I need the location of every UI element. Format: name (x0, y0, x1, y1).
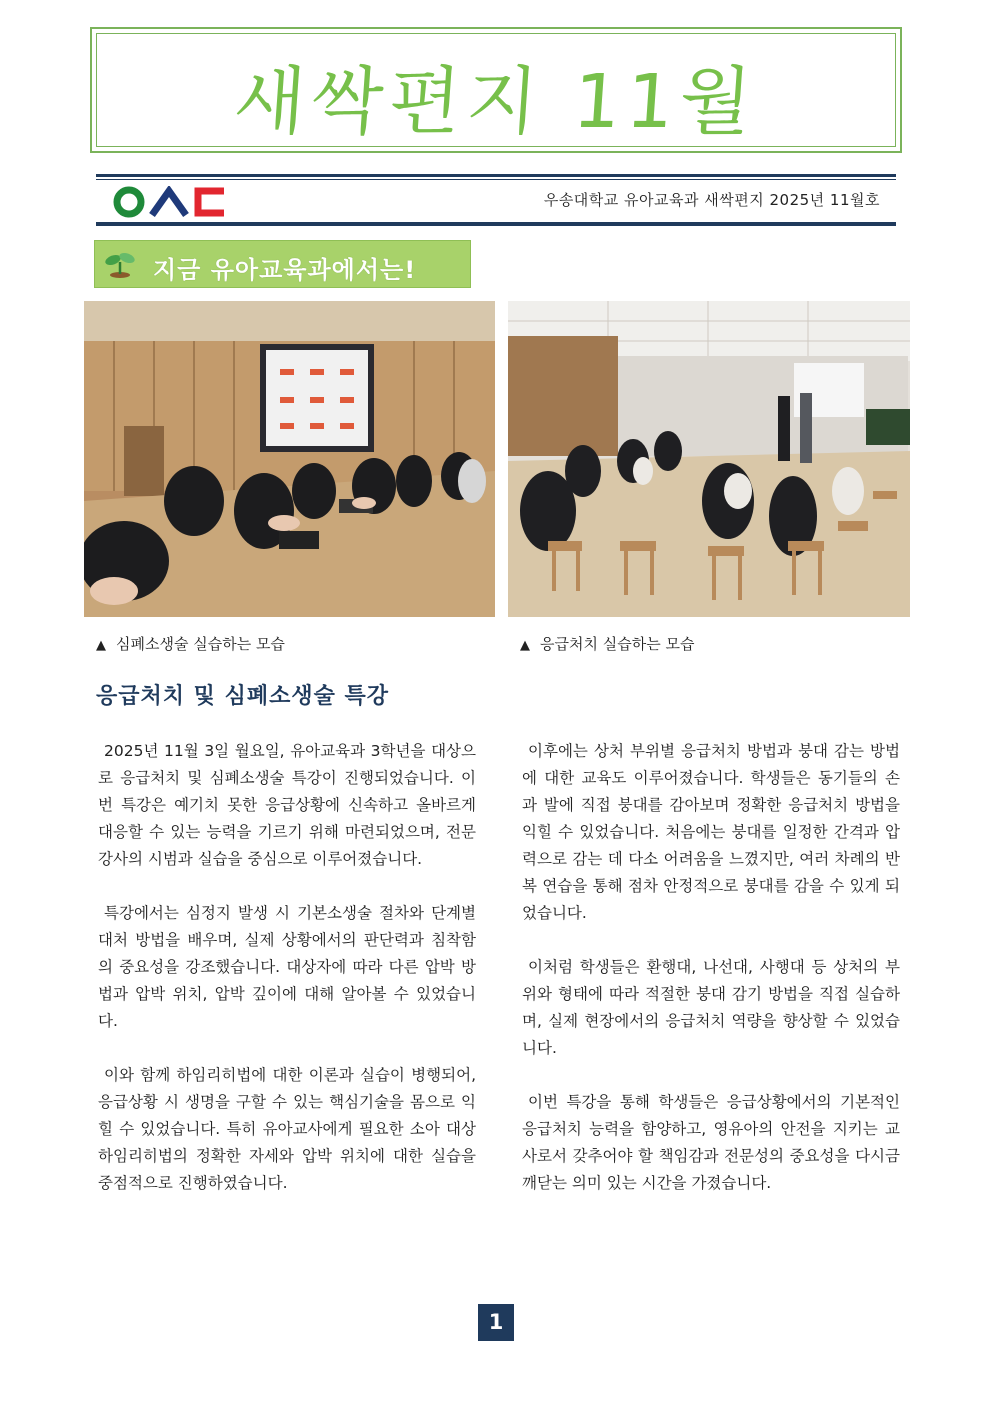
title-frame (90, 27, 902, 153)
article-column-right (522, 738, 900, 1224)
section-banner (94, 240, 471, 288)
article-paragraph: 특강에서는 심정지 발생 시 기본소생술 절차와 단계별 대처 방법을 배우며, 실제 상황에서의 판단력과 침착함의 중요성을 강조했습니다. 대상자에 따라 다른 압박 방법과 압박 위치, 압박 깊이에 대해 알아볼 수 있었습니다. (98, 904, 476, 1030)
article-column-left (98, 738, 476, 1224)
article-paragraph: 이처럼 학생들은 환행대, 나선대, 사행대 등 상처의 부위와 형태에 따라 적절한 붕대 감기 방법을 직접 실습하며, 실제 현장에서의 응급처치 역량을 향상할 수 있었습니다. (522, 958, 900, 1057)
left-caption-text: 심폐소생술 실습하는 모습 (116, 635, 285, 653)
article-paragraph: 이후에는 상처 부위별 응급처치 방법과 붕대 감는 방법에 대한 교육도 이루어졌습니다. 학생들은 동기들의 손과 발에 직접 붕대를 감아보며 정확한 응급처치 방법을 익힐 수 있었습니다. 처음에는 붕대를 일정한 간격과 압력으로 감는 데 다소 어려움을 느꼈지만, 여러 차례의 반복 연습을 통해 점차 안정적으로 붕대를 감을 수 있게 되었습니다. (522, 742, 900, 922)
article-paragraph: 2025년 11월 3일 월요일, 유아교육과 3학년을 대상으로 응급처치 및 심폐소생술 특강이 진행되었습니다. 이번 특강은 예기치 못한 응급상황에 신속하고 올바르게 대응할 수 있는 능력을 기르기 위해 마련되었으며, 전문 강사의 시범과 실습을 중심으로 이루어졌습니다. (98, 742, 476, 868)
cpr-practice-photo (84, 301, 495, 617)
article-paragraph: 이와 함께 하임리히법에 대한 이론과 실습이 병행되어, 응급상황 시 생명을 구할 수 있는 핵심기술을 몸으로 익힐 수 있었습니다. 특히 유아교사에게 필요한 소아 대상 하임리히법의 정확한 자세와 압박 위치에 대한 실습을 중점적으로 진행하였습니다. (98, 1066, 476, 1192)
right-caption-text: 응급처치 실습하는 모습 (540, 635, 695, 653)
university-logo (112, 186, 226, 218)
header-rule-top-thin (96, 179, 896, 180)
banner-title: 지금 유아교육과에서는! (153, 256, 417, 284)
page-number: 1 (478, 1304, 514, 1341)
article-headline: 응급처치 및 심폐소생술 특강 (96, 684, 390, 709)
caption-triangle-icon: ▲ (96, 638, 106, 653)
caption-triangle-icon: ▲ (520, 638, 530, 653)
sprout-icon (103, 250, 137, 278)
header-rule-top (96, 174, 896, 177)
first-aid-practice-photo (508, 301, 910, 617)
right-photo-caption (520, 633, 694, 654)
left-photo-caption (96, 633, 285, 654)
article-paragraph: 이번 특강을 통해 학생들은 응급상황에서의 기본적인 응급처치 능력을 함양하고, 영유아의 안전을 지키는 교사로서 갖추어야 할 책임감과 전문성의 중요성을 다시금 깨닫는 의미 있는 시간을 가졌습니다. (522, 1093, 900, 1192)
issue-line: 우송대학교 유아교육과 새싹편지 2025년 11월호 (543, 191, 880, 209)
header-rule-bottom (96, 222, 896, 226)
newsletter-title: 새싹편지 11월 (231, 59, 761, 145)
